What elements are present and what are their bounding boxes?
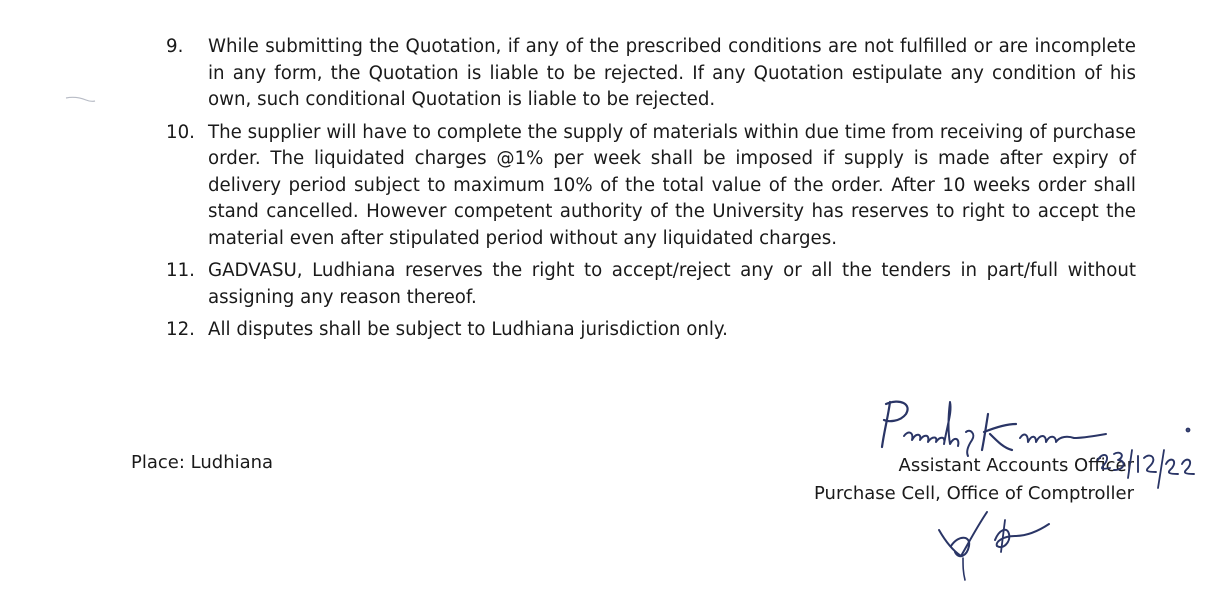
- margin-pen-mark-icon: [64, 92, 98, 108]
- clause-number: 9.: [166, 36, 184, 57]
- clause-number: 10.: [166, 121, 195, 143]
- clause-9: [166, 34, 1136, 114]
- clause-number: 12.: [166, 319, 195, 340]
- signatory-designation: Assistant Accounts Officer: [898, 455, 1134, 476]
- terms-list: [166, 34, 1136, 350]
- signatory-office: Purchase Cell, Office of Comptroller: [814, 483, 1134, 504]
- clause-text: All disputes shall be subject to Ludhiana jurisdiction only.: [208, 319, 728, 340]
- clause-10: [166, 120, 1136, 253]
- clause-12: [166, 317, 1136, 344]
- clause-text: While submitting the Quotation, if any of the prescribed conditions are not fulfilled or are incomplete in any form, the Quotation is liable to be rejected. If any Quotation estipulate any condition of his own, such conditional Quotation is liable to be rejected.: [208, 36, 1136, 110]
- clause-text: GADVASU, Ludhiana reserves the right to accept/reject any or all the tenders in part/full without assigning any reason thereof.: [208, 260, 1136, 308]
- clause-number: 11.: [166, 260, 195, 281]
- handwritten-signature-icon: [870, 392, 1200, 502]
- handwritten-initials-icon: [925, 500, 1075, 590]
- place-line: Place: Ludhiana: [131, 452, 274, 473]
- clause-11: [166, 258, 1136, 311]
- clause-text: The supplier will have to complete the supply of materials within due time from receiving of purchase order. The liquidated charges @1% per week shall be imposed if supply is made after expiry of delivery period subject to maximum 10% of the total value of the order. After 10 weeks order shall stand cancelled. However competent authority of the University has reserves to right to accept the material even after stipulated period without any liquidated charges.: [208, 121, 1136, 249]
